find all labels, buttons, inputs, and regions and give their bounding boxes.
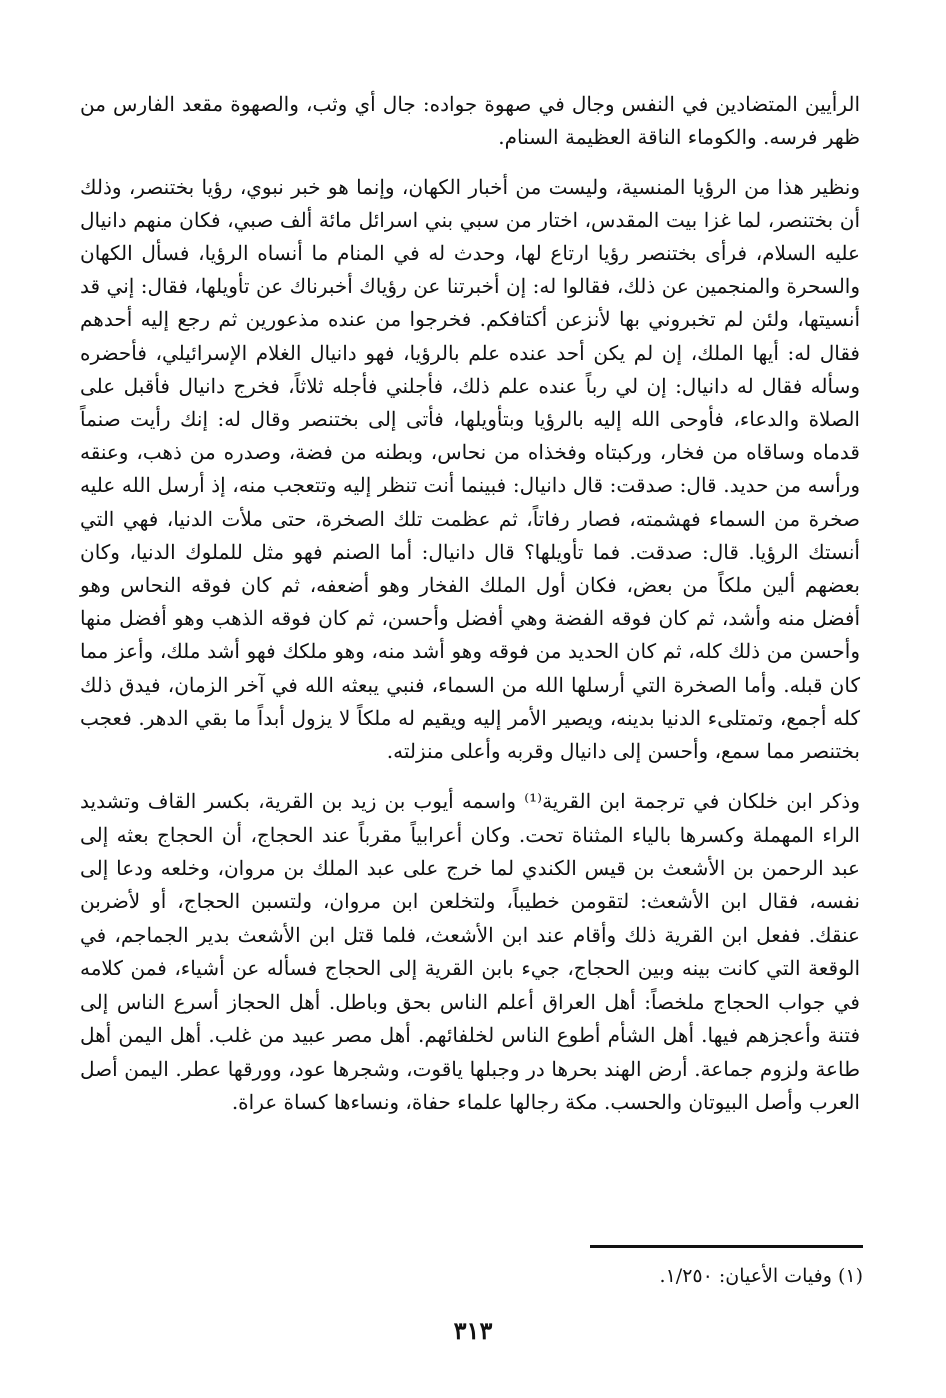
footnote: (١) وفيات الأعيان: ١/٢٥٠. xyxy=(659,1265,863,1287)
page-number: ٣١٣ xyxy=(453,1316,493,1345)
footnote-divider xyxy=(590,1245,863,1248)
paragraph-1: الرأيين المتضادين في النفس وجال في صهوة جواده: جال أي وثب، والصهوة مقعد الفارس من ظهر فرسه. والكوماء الناقة العظيمة السنام. xyxy=(80,92,860,150)
paragraph-3: وذكر ابن خلكان في ترجمة ابن القرية⁽¹⁾ واسمه أيوب بن زيد بن القرية، بكسر القاف وتشديد الراء المهملة وكسرها بالياء المثناة تحت. وكان أعرابياً مقرباً عند الحجاج، أن الحجاج بعثه إلى عبد الرحمن بن الأشعث بن قيس الكندي لما خرج على عبد الملك بن مروان، وخلعه ودعا إلى نفسه، فقال ابن الأشعث: لتقومن خطيباً، ولتخلعن ابن مروان، ولتسبن الحجاج، أو لأضربن عنقك. ففعل ابن القرية ذلك وأقام عند ابن الأشعث، فلما قتل ابن الأشعث بدير الجماجم، في الوقعة التي كانت بينه وبين الحجاج، جيء بابن القرية إلى الحجاج فسأله عن أشياء، فمن كلامه في جواب الحجاج ملخصاً: أهل العراق أعلم الناس بحق وباطل. أهل الحجاز أسرع الناس إلى فتنة وأعجزهم فيها. أهل الشأم أطوع الناس لخلفائهم. أهل مصر عبيد من غلب. أهل اليمن أهل طاعة ولزوم جماعة. أرض الهند بحرها در وجبلها ياقوت، وشجرها عود، وورقها عطر. اليمن أصل العرب وأصل البيوتان والحسب. مكة رجالها علماء حفاة، ونساءها كساة عراة. xyxy=(80,789,860,1114)
paragraph-2: ونظير هذا من الرؤيا المنسية، وليست من أخبار الكهان، وإنما هو خبر نبوي، رؤيا بختنصر، وذلك أن بختنصر، لما غزا بيت المقدس، اختار من سبي بني اسرائل مائة ألف صبي، فكان منهم دانيال عليه السلام، فرأى بختنصر رؤيا ارتاع لها، وحدث له في المنام ما أنساه الرؤيا، فسأل الكهان والسحرة والمنجمين عن ذلك، فقالوا له: إن أخبرتنا عن رؤياك أخبرناك عن تأويلها، فقال: إني قد أنسيتها، ولئن لم تخبروني بها لأنزعن أكتافكم. فخرجوا من عنده مذعورين ثم رجع إليه أحدهم فقال له: أيها الملك، إن لم يكن أحد عنده علم بالرؤيا، فهو دانيال الغلام الإسرائيلي، فأحضره وسأله فقال له دانيال: إن لي رباً عنده علم ذلك، فأجلني فأجله ثلاثاً، فخرج دانيال فأقبل على الصلاة والدعاء، فأوحى الله إليه بالرؤيا وبتأويلها، فأتى إلى بختنصر وقال له: إنك رأيت صنماً قدماه وساقاه من فخار، وركبتاه وفخذاه من نحاس، وبطنه من فضة، وصدره من ذهب، وعنقه ورأسه من حديد. قال: صدقت: قال دانيال: فبينما أنت تنظر إليه وتتعجب منه، إذ أرسل الله عليه صخرة من السماء فهشمته، فصار رفاتاً، ثم عظمت تلك الصخرة، حتى ملأت الدنيا، فهي التي أنستك الرؤيا. قال: صدقت. فما تأويلها؟ قال دانيال: أما الصنم فهو مثل للملوك الدنيا، وكان بعضهم ألين ملكاً من بعض، فكان أول الملك الفخار وهو أضعفه، ثم كان فوقه النحاس وهو أفضل منه وأشد، ثم كان فوقه الفضة وهي أفضل وأحسن، ثم كان فوقه الذهب وهو أفضل منها وأحسن من ذلك كله، ثم كان الحديد من فوقه وهو أشد منه، وهو ملكك فهو أشد ملك، وأعز مما كان قبله. وأما الصخرة التي أرسلها الله من السماء، فنبي يبعثه الله في آخر الزمان، فيدق ذلك كله أجمع، وتمتلىء الدنيا بدينه، ويصير الأمر إليه ويقيم له ملكاً لا يزول أبداً ما بقي الدهر. فعجب بختنصر مما سمع، وأحسن إلى دانيال وقربه وأعلى منزلته. xyxy=(80,174,860,764)
page-body xyxy=(80,88,860,1119)
